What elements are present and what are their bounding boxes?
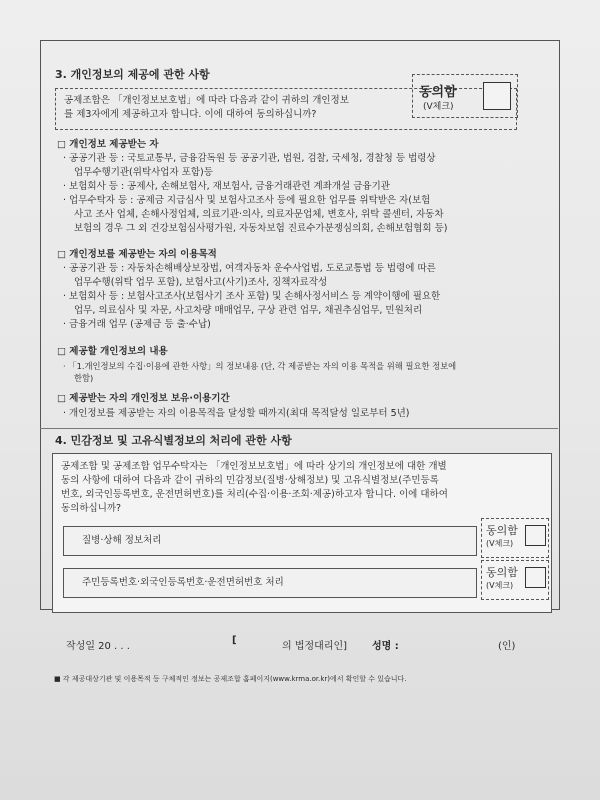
signature-label: 성명 :	[372, 641, 399, 652]
item2-row	[63, 568, 477, 598]
item2-agree-label: 동의함	[486, 566, 518, 579]
recipients-line: 보험의 경우 그 외 건강보험심사평가원, 자동차보험 진료수가분쟁심의회, 손해보험협회 등)	[74, 223, 448, 234]
recipients-title: □ 개인정보 제공받는 자	[57, 139, 159, 150]
section3-agree-sub: (V체크)	[423, 102, 454, 112]
section3-box-text-1: 공제조합은 「개인정보보호법」에 따라 다음과 같이 귀하의 개인정보	[64, 95, 349, 106]
purpose-line: 업무, 의료심사 및 자문, 사고차량 매매업무, 구상 관련 업무, 채권추심업무, 민원처리	[74, 305, 423, 316]
section3-agree-checkbox[interactable]	[483, 82, 511, 110]
item1-agree-label: 동의함	[486, 524, 518, 537]
item1-agree-box	[481, 518, 549, 558]
item2-label: 주민등록번호·외국인등록번호·운전면허번호 처리	[82, 577, 284, 588]
item1-agree-sub: (V체크)	[486, 539, 514, 548]
section-divider	[40, 428, 558, 429]
footer-note: ■ 각 제공대상기관 및 이용목적 등 구체적인 정보는 공제조합 홈페이지(www.krma.or.kr)에서 확인할 수 있습니다.	[54, 675, 407, 683]
purpose-line: · 공공기관 등 : 자동차손해배상보장법, 여객자동차 운수사업법, 도로교통법 등 법령에 따른	[63, 263, 436, 274]
purpose-line: 업무수행(위탁 업무 포함), 보험사고(사기)조사, 징책자료작성	[74, 277, 328, 288]
date-label: 작성일 20 . . .	[66, 641, 130, 652]
section4-box	[52, 453, 552, 613]
recipients-line: 업무수행기관(위탁사업자 포함)등	[74, 167, 213, 178]
purpose-title: □ 개인정보를 제공받는 자의 이용목적	[57, 249, 217, 260]
item2-agree-sub: (V체크)	[486, 581, 514, 590]
recipients-line: · 업무수탁자 등 : 공제금 지급심사 및 보험사고조사 등에 필요한 업무를 위탁받은 자(보험	[63, 195, 431, 206]
item1-agree-checkbox[interactable]	[525, 525, 546, 546]
section4-title: 4. 민감정보 및 고유식별정보의 처리에 관한 사항	[55, 434, 292, 447]
purpose-line: · 금융거래 업무 (공제금 등 출·수납)	[63, 319, 211, 330]
section4-box-line: 동의 사항에 대하여 다음과 같이 귀하의 민감정보(질병·상해정보) 및 고유식별정보(주민등록	[61, 475, 439, 486]
item1-row	[63, 526, 477, 556]
section4-box-line: 번호, 외국인등록번호, 운전면허번호)를 처리(수집·이용·조회·제공)하고자 합니다. 이에 대하여	[61, 489, 448, 500]
bracket-open: [	[232, 635, 237, 646]
content-line: 한함)	[74, 373, 94, 383]
content-line: · 「1.개인정보의 수집·이용에 관한 사항」의 정보내용 (단, 각 제공받는 자의 이용 목적을 위해 필요한 정보에	[63, 361, 457, 371]
content-title: □ 제공할 개인정보의 내용	[57, 346, 168, 357]
section4-box-line: 공제조합 및 공제조합 업무수탁자는 「개인정보보호법」에 따라 상기의 개인정보에 대한 개별	[61, 461, 447, 472]
item1-label: 질병·상해 정보처리	[82, 535, 162, 546]
section3-agree-label: 동의함	[419, 85, 457, 100]
seal-label: (인)	[498, 641, 516, 652]
purpose-line: · 보험회사 등 : 보험사고조사(보험사기 조사 포함) 및 손해사정서비스 등 계약이행에 필요한	[63, 291, 441, 302]
item2-agree-checkbox[interactable]	[525, 567, 546, 588]
legal-representative-label: 의 법정대리인]	[282, 641, 348, 652]
recipients-line: 사고 조사 업체, 손해사정업체, 의료기관·의사, 의료자문업체, 변호사, 위탁 콜센터, 자동차	[74, 209, 444, 220]
retention-line: · 개인정보를 제공받는 자의 이용목적을 달성할 때까지(최대 목적달성 일로부터 5년)	[63, 408, 410, 419]
recipients-line: · 공공기관 등 : 국토교통부, 금융감독원 등 공공기관, 법원, 검찰, 국세청, 경찰청 등 법령상	[63, 153, 436, 164]
section3-agree-box	[412, 74, 518, 118]
item2-agree-box	[481, 560, 549, 600]
section3-title: 3. 개인정보의 제공에 관한 사항	[55, 68, 210, 81]
section4-box-line: 동의하십니까?	[61, 503, 122, 514]
recipients-line: · 보험회사 등 : 공제사, 손해보험사, 재보험사, 금융거래관련 계좌개설 금융기관	[63, 181, 390, 192]
retention-title: □ 제공받는 자의 개인정보 보유·이용기간	[57, 393, 230, 404]
section3-box-text-2: 를 제3자에게 제공하고자 합니다. 이에 대하여 동의하십니까?	[64, 109, 317, 120]
